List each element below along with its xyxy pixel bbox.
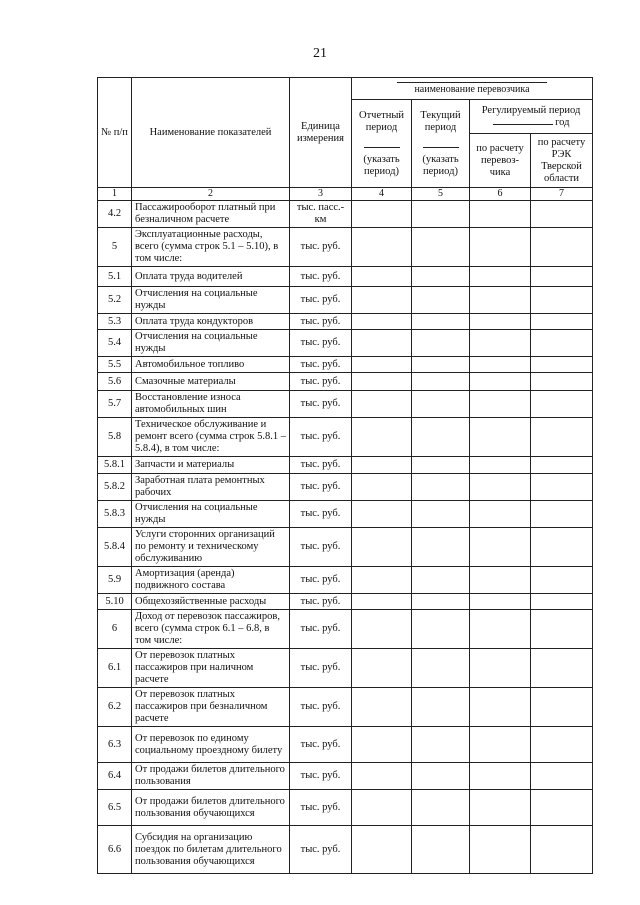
value-cell[interactable] <box>412 727 470 763</box>
value-cell[interactable] <box>531 474 593 501</box>
column-number: 4 <box>352 188 412 201</box>
row-number: 5.8.2 <box>98 474 132 501</box>
header-current-title: Текущий период <box>420 109 461 133</box>
row-number: 5.8.1 <box>98 457 132 474</box>
header-num: № п/п <box>98 78 132 188</box>
table-row <box>98 649 593 688</box>
row-number: 5.4 <box>98 330 132 357</box>
value-cell[interactable] <box>531 457 593 474</box>
value-cell[interactable] <box>352 567 412 594</box>
value-cell[interactable] <box>470 528 531 567</box>
header-name: Наименование показателей <box>132 78 290 188</box>
value-cell[interactable] <box>412 457 470 474</box>
row-indicator-name: От перевозок по единому социальному проездному билету <box>132 727 290 763</box>
row-indicator-name: Доход от перевозок пассажиров, всего (сумма строк 6.1 – 6.8, в том числе: <box>132 610 290 649</box>
value-cell[interactable] <box>531 314 593 330</box>
table-row <box>98 826 593 874</box>
row-unit: тыс. руб. <box>290 418 352 457</box>
value-cell[interactable] <box>352 357 412 373</box>
value-cell[interactable] <box>531 228 593 267</box>
row-unit: тыс. пасс.-км <box>290 201 352 228</box>
value-cell[interactable] <box>470 826 531 874</box>
indicators-table <box>97 77 593 874</box>
value-cell[interactable] <box>352 594 412 610</box>
row-unit: тыс. руб. <box>290 790 352 826</box>
row-unit: тыс. руб. <box>290 474 352 501</box>
value-cell[interactable] <box>412 594 470 610</box>
value-cell[interactable] <box>470 501 531 528</box>
column-number: 2 <box>132 188 290 201</box>
table-row <box>98 688 593 727</box>
column-number-row <box>98 188 593 201</box>
row-indicator-name: Отчисления на социальные нужды <box>132 330 290 357</box>
value-cell[interactable] <box>470 228 531 267</box>
row-number: 5.8 <box>98 418 132 457</box>
value-cell[interactable] <box>531 330 593 357</box>
table-row <box>98 267 593 287</box>
table-row <box>98 287 593 314</box>
row-unit: тыс. руб. <box>290 391 352 418</box>
value-cell[interactable] <box>470 474 531 501</box>
row-number: 5.10 <box>98 594 132 610</box>
header-reporting-blank <box>364 141 400 148</box>
header-reporting-title: Отчетный период <box>359 109 404 133</box>
row-unit: тыс. руб. <box>290 826 352 874</box>
value-cell[interactable] <box>352 649 412 688</box>
value-cell[interactable] <box>352 501 412 528</box>
row-unit: тыс. руб. <box>290 763 352 790</box>
value-cell[interactable] <box>531 357 593 373</box>
row-indicator-name: Смазочные материалы <box>132 373 290 391</box>
header-current-blank <box>423 141 459 148</box>
value-cell[interactable] <box>470 373 531 391</box>
row-unit: тыс. руб. <box>290 314 352 330</box>
value-cell[interactable] <box>412 474 470 501</box>
value-cell[interactable] <box>470 594 531 610</box>
row-unit: тыс. руб. <box>290 228 352 267</box>
value-cell[interactable] <box>470 567 531 594</box>
value-cell[interactable] <box>470 763 531 790</box>
table-row <box>98 790 593 826</box>
value-cell[interactable] <box>412 391 470 418</box>
page-number: 21 <box>313 46 327 61</box>
header-current <box>412 100 470 188</box>
row-indicator-name: От перевозок платных пассажиров при наличном расчете <box>132 649 290 688</box>
table-body <box>98 201 593 874</box>
row-indicator-name: Амортизация (аренда) подвижного состава <box>132 567 290 594</box>
header-carrier-label: наименование перевозчика <box>414 83 530 95</box>
value-cell[interactable] <box>412 228 470 267</box>
row-indicator-name: Автомобильное топливо <box>132 357 290 373</box>
row-unit: тыс. руб. <box>290 649 352 688</box>
value-cell[interactable] <box>531 528 593 567</box>
value-cell[interactable] <box>470 688 531 727</box>
value-cell[interactable] <box>531 790 593 826</box>
value-cell[interactable] <box>352 267 412 287</box>
value-cell[interactable] <box>352 287 412 314</box>
row-number: 6.4 <box>98 763 132 790</box>
value-cell[interactable] <box>352 610 412 649</box>
row-indicator-name: От перевозок платных пассажиров при безналичном расчете <box>132 688 290 727</box>
row-indicator-name: Субсидия на организацию поездок по билетам длительного пользования обучающихся <box>132 826 290 874</box>
value-cell[interactable] <box>531 594 593 610</box>
row-number: 5.6 <box>98 373 132 391</box>
value-cell[interactable] <box>531 201 593 228</box>
value-cell[interactable] <box>470 457 531 474</box>
table-row <box>98 418 593 457</box>
row-indicator-name: Техническое обслуживание и ремонт всего (сумма строк 5.8.1 – 5.8.4), в том числе: <box>132 418 290 457</box>
value-cell[interactable] <box>470 357 531 373</box>
row-number: 6.2 <box>98 688 132 727</box>
header-regulated-blank <box>493 118 553 125</box>
header-regulated-title: Регулируемый период <box>481 104 581 116</box>
value-cell[interactable] <box>352 763 412 790</box>
value-cell[interactable] <box>470 314 531 330</box>
value-cell[interactable] <box>412 501 470 528</box>
table-row <box>98 201 593 228</box>
table-row <box>98 474 593 501</box>
value-cell[interactable] <box>352 418 412 457</box>
value-cell[interactable] <box>531 649 593 688</box>
value-cell[interactable] <box>470 201 531 228</box>
value-cell[interactable] <box>352 790 412 826</box>
value-cell[interactable] <box>470 790 531 826</box>
value-cell[interactable] <box>412 790 470 826</box>
value-cell[interactable] <box>531 688 593 727</box>
row-number: 6.1 <box>98 649 132 688</box>
row-indicator-name: Общехозяйственные расходы <box>132 594 290 610</box>
value-cell[interactable] <box>470 418 531 457</box>
column-number: 7 <box>531 188 593 201</box>
table-row <box>98 727 593 763</box>
row-unit: тыс. руб. <box>290 287 352 314</box>
column-number: 3 <box>290 188 352 201</box>
header-unit: Единица измерения <box>290 78 352 188</box>
value-cell[interactable] <box>412 610 470 649</box>
value-cell[interactable] <box>531 763 593 790</box>
table-row <box>98 763 593 790</box>
value-cell[interactable] <box>352 314 412 330</box>
value-cell[interactable] <box>531 610 593 649</box>
row-number: 5.9 <box>98 567 132 594</box>
row-indicator-name: От продажи билетов длительного пользования <box>132 763 290 790</box>
value-cell[interactable] <box>412 314 470 330</box>
row-indicator-name: Оплата труда водителей <box>132 267 290 287</box>
value-cell[interactable] <box>531 567 593 594</box>
row-number: 6.3 <box>98 727 132 763</box>
value-cell[interactable] <box>412 357 470 373</box>
value-cell[interactable] <box>352 528 412 567</box>
table-row <box>98 373 593 391</box>
table-row <box>98 501 593 528</box>
table-row <box>98 228 593 267</box>
value-cell[interactable] <box>412 373 470 391</box>
row-number: 5.5 <box>98 357 132 373</box>
table-row <box>98 610 593 649</box>
value-cell[interactable] <box>470 610 531 649</box>
row-indicator-name: Пассажирооборот платный при безналичном расчете <box>132 201 290 228</box>
column-number: 6 <box>470 188 531 201</box>
row-number: 6 <box>98 610 132 649</box>
row-number: 5.8.3 <box>98 501 132 528</box>
row-number: 6.6 <box>98 826 132 874</box>
value-cell[interactable] <box>412 201 470 228</box>
row-unit: тыс. руб. <box>290 594 352 610</box>
row-indicator-name: Отчисления на социальные нужды <box>132 287 290 314</box>
value-cell[interactable] <box>531 727 593 763</box>
value-cell[interactable] <box>470 727 531 763</box>
row-unit: тыс. руб. <box>290 610 352 649</box>
value-cell[interactable] <box>352 826 412 874</box>
row-indicator-name: Восстановление износа автомобильных шин <box>132 391 290 418</box>
row-indicator-name: Отчисления на социальные нужды <box>132 501 290 528</box>
value-cell[interactable] <box>470 391 531 418</box>
row-unit: тыс. руб. <box>290 727 352 763</box>
value-cell[interactable] <box>531 826 593 874</box>
row-indicator-name: Услуги сторонних организаций по ремонту и техническому обслуживанию <box>132 528 290 567</box>
table-row <box>98 330 593 357</box>
value-cell[interactable] <box>412 287 470 314</box>
row-indicator-name: Запчасти и материалы <box>132 457 290 474</box>
row-unit: тыс. руб. <box>290 501 352 528</box>
row-number: 5.8.4 <box>98 528 132 567</box>
value-cell[interactable] <box>412 528 470 567</box>
value-cell[interactable] <box>470 267 531 287</box>
value-cell[interactable] <box>470 287 531 314</box>
value-cell[interactable] <box>412 267 470 287</box>
header-sub-rek: по расчету РЭК Тверской области <box>531 134 593 188</box>
value-cell[interactable] <box>470 330 531 357</box>
row-number: 5.7 <box>98 391 132 418</box>
value-cell[interactable] <box>412 763 470 790</box>
value-cell[interactable] <box>352 688 412 727</box>
table-row <box>98 314 593 330</box>
value-cell[interactable] <box>412 567 470 594</box>
row-number: 5.2 <box>98 287 132 314</box>
table-row <box>98 357 593 373</box>
table-row <box>98 567 593 594</box>
header-reporting <box>352 100 412 188</box>
value-cell[interactable] <box>412 688 470 727</box>
table-row <box>98 528 593 567</box>
row-unit: тыс. руб. <box>290 373 352 391</box>
value-cell[interactable] <box>412 649 470 688</box>
row-number: 5.1 <box>98 267 132 287</box>
row-unit: тыс. руб. <box>290 357 352 373</box>
row-number: 6.5 <box>98 790 132 826</box>
header-carrier <box>352 78 593 100</box>
value-cell[interactable] <box>531 501 593 528</box>
value-cell[interactable] <box>412 330 470 357</box>
table-row <box>98 391 593 418</box>
value-cell[interactable] <box>470 649 531 688</box>
row-indicator-name: Эксплуатационные расходы, всего (сумма строк 5.1 – 5.10), в том числе: <box>132 228 290 267</box>
value-cell[interactable] <box>531 267 593 287</box>
row-indicator-name: Оплата труда кондукторов <box>132 314 290 330</box>
row-number: 5 <box>98 228 132 267</box>
row-unit: тыс. руб. <box>290 528 352 567</box>
column-number: 5 <box>412 188 470 201</box>
header-regulated-year: год <box>555 116 570 128</box>
value-cell[interactable] <box>412 826 470 874</box>
row-unit: тыс. руб. <box>290 330 352 357</box>
row-unit: тыс. руб. <box>290 267 352 287</box>
header-current-note: (указать период) <box>422 153 459 177</box>
row-unit: тыс. руб. <box>290 688 352 727</box>
value-cell[interactable] <box>531 418 593 457</box>
row-indicator-name: Заработная плата ремонтных рабочих <box>132 474 290 501</box>
header-reporting-note: (указать период) <box>363 153 400 177</box>
value-cell[interactable] <box>412 418 470 457</box>
value-cell[interactable] <box>352 474 412 501</box>
header-regulated <box>470 100 593 134</box>
table-row <box>98 594 593 610</box>
value-cell[interactable] <box>352 201 412 228</box>
column-number: 1 <box>98 188 132 201</box>
value-cell[interactable] <box>352 373 412 391</box>
value-cell[interactable] <box>352 391 412 418</box>
value-cell[interactable] <box>352 330 412 357</box>
row-unit: тыс. руб. <box>290 567 352 594</box>
value-cell[interactable] <box>531 373 593 391</box>
value-cell[interactable] <box>352 457 412 474</box>
row-indicator-name: От продажи билетов длительного пользования обучающихся <box>132 790 290 826</box>
row-number: 4.2 <box>98 201 132 228</box>
value-cell[interactable] <box>531 391 593 418</box>
row-number: 5.3 <box>98 314 132 330</box>
value-cell[interactable] <box>352 228 412 267</box>
value-cell[interactable] <box>352 727 412 763</box>
table-row <box>98 457 593 474</box>
header-sub-carrier: по расчету перевоз-чика <box>470 134 531 188</box>
row-unit: тыс. руб. <box>290 457 352 474</box>
value-cell[interactable] <box>531 287 593 314</box>
